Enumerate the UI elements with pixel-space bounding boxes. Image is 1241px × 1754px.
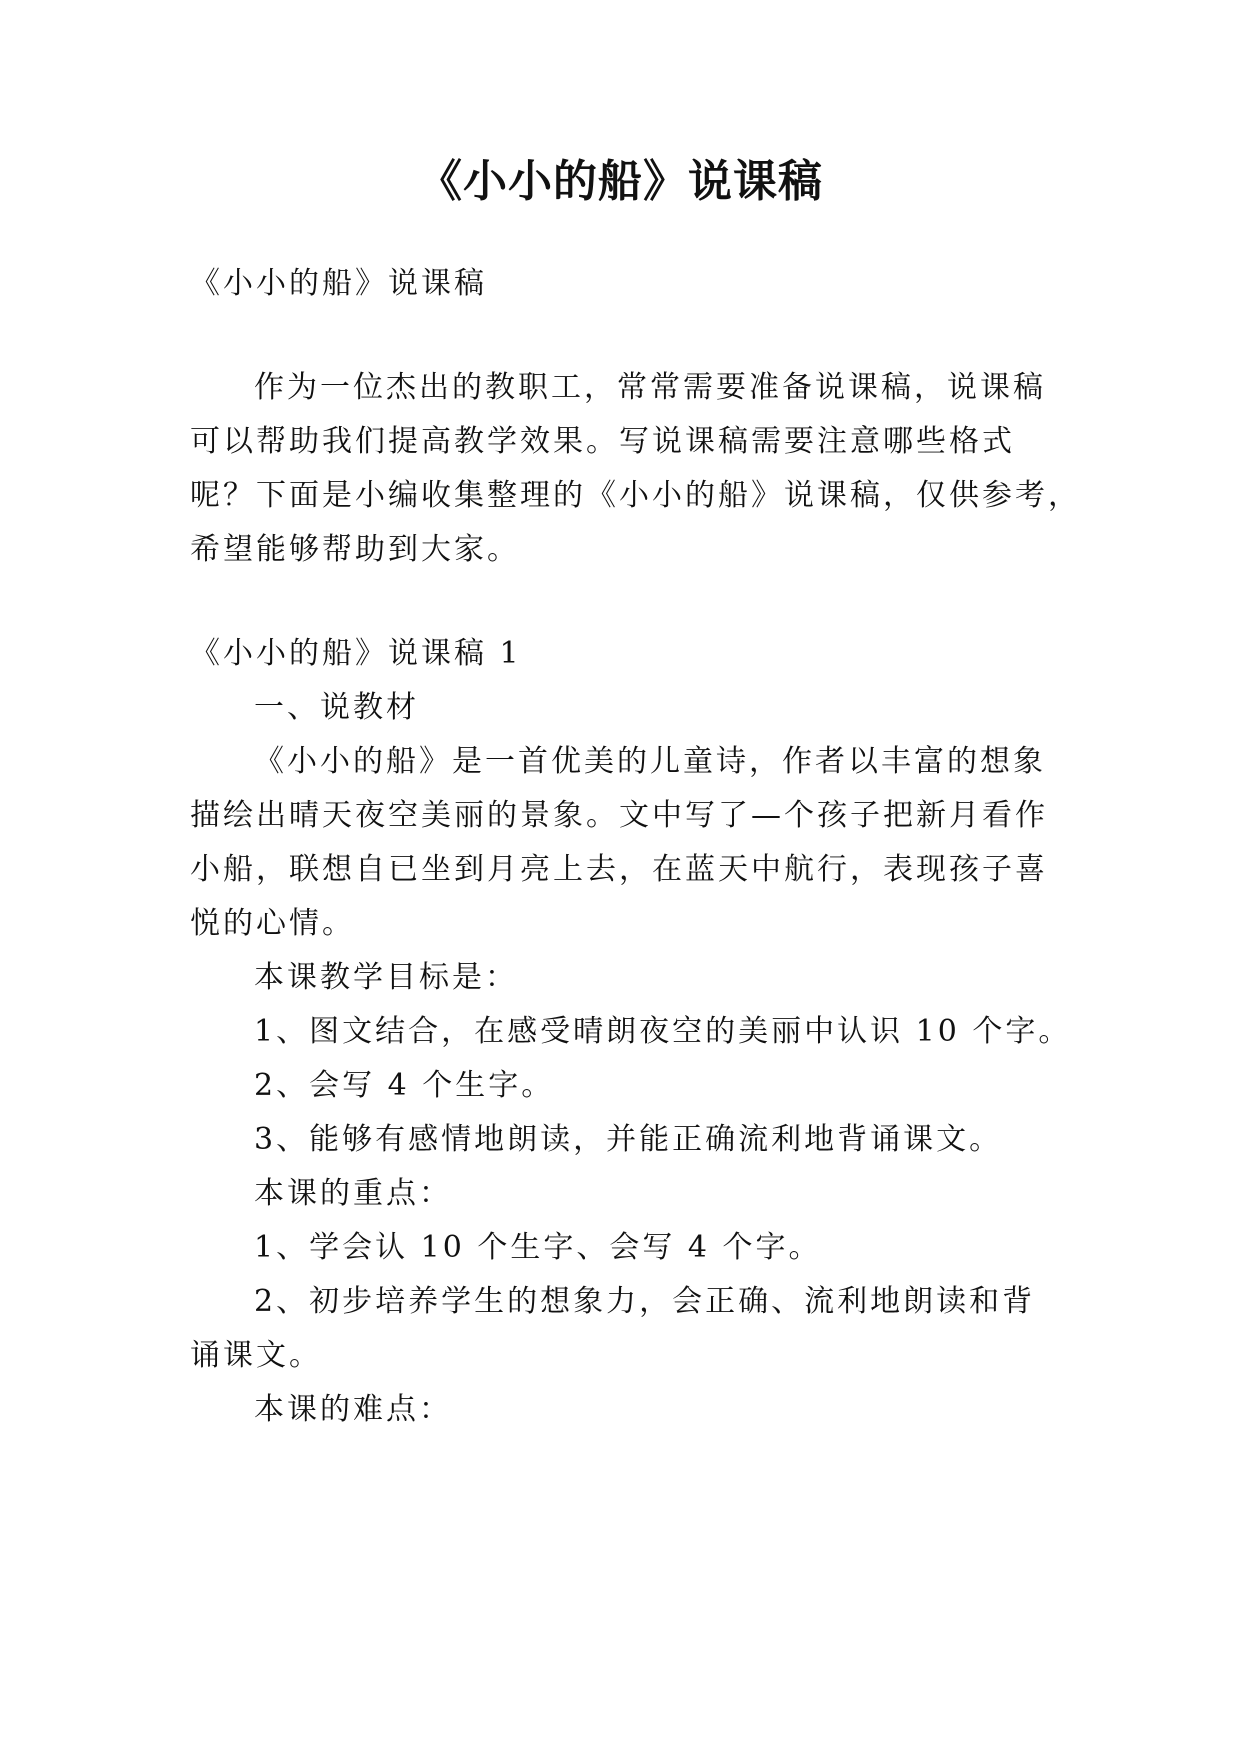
paragraph-line-2: 描绘出晴天夜空美丽的景象。文中写了—个孩子把新月看作: [190, 798, 1048, 833]
goals-label: 本课教学目标是：: [254, 960, 518, 995]
goal-item-3: 3、能够有感情地朗读，并能正确流利地背诵课文。: [254, 1122, 1003, 1157]
goal-item-1: 1、图文结合，在感受晴朗夜空的美丽中认识 10 个字。: [254, 1014, 1072, 1049]
difficulty-label: 本课的难点：: [254, 1392, 452, 1427]
intro-line-2: 可以帮助我们提高教学效果。写说课稿需要注意哪些格式: [190, 424, 1015, 459]
intro-line-1: 作为一位杰出的教职工，常常需要准备说课稿，说课稿: [254, 370, 1046, 405]
intro-line-3: 呢？下面是小编收集整理的《小小的船》说课稿，仅供参考，: [190, 478, 1081, 513]
key-point-item-1: 1、学会认 10 个生字、会写 4 个字。: [254, 1230, 822, 1265]
intro-line-4: 希望能够帮助到大家。: [190, 532, 520, 567]
paragraph-line-3: 小船，联想自已坐到月亮上去，在蓝天中航行，表现孩子喜: [190, 852, 1048, 887]
section-title: 《小小的船》说课稿 1: [190, 636, 522, 671]
document-subtitle: 《小小的船》说课稿: [190, 266, 487, 301]
paragraph-line-1: 《小小的船》是一首优美的儿童诗，作者以丰富的想象: [254, 744, 1046, 779]
heading-textbook: 一、说教材: [254, 690, 419, 725]
key-point-item-2: 2、初步培养学生的想象力，会正确、流利地朗读和背: [254, 1284, 1036, 1319]
key-point-item-2-continuation: 诵课文。: [190, 1338, 322, 1373]
goal-item-2: 2、会写 4 个生字。: [254, 1068, 555, 1103]
document-title: 《小小的船》说课稿: [418, 156, 823, 207]
key-points-label: 本课的重点：: [254, 1176, 452, 1211]
paragraph-line-4: 悦的心情。: [190, 906, 355, 941]
